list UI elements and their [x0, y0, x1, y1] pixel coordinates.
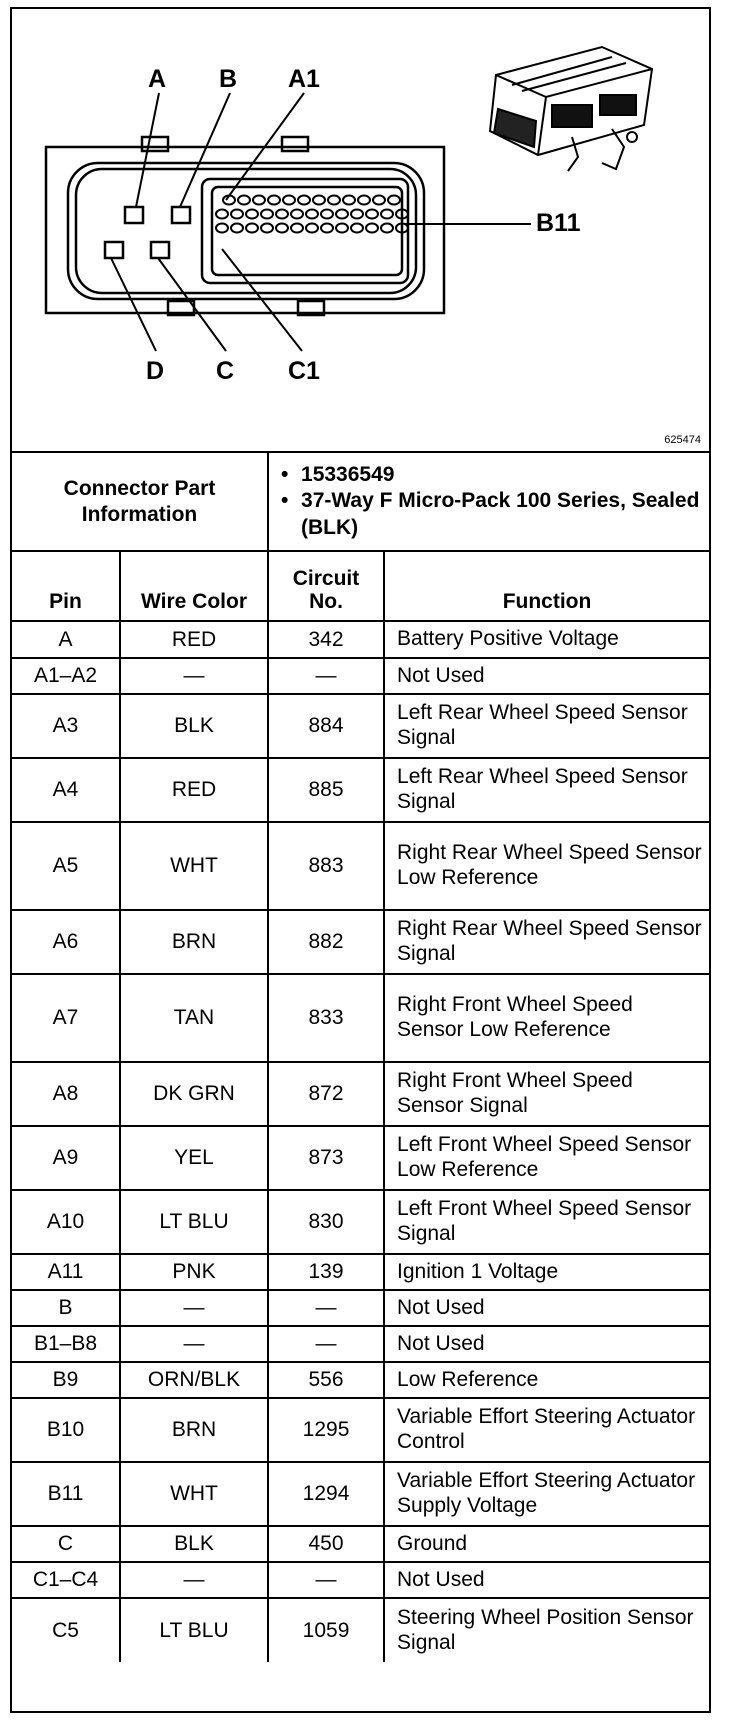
- cell-function: Left Rear Wheel Speed Sensor Signal: [384, 758, 709, 822]
- cell-wire-color: —: [120, 1326, 268, 1362]
- cell-pin: A10: [12, 1190, 120, 1254]
- cell-circuit-no: 883: [268, 822, 384, 910]
- cell-circuit-no: 1295: [268, 1398, 384, 1462]
- pin-cavity: [306, 210, 318, 219]
- table-row: [12, 1126, 709, 1190]
- cell-function: Left Front Wheel Speed Sensor Signal: [384, 1190, 709, 1254]
- table-row: [12, 910, 709, 974]
- cell-function: Not Used: [384, 1326, 709, 1362]
- pin-cavity: [321, 210, 333, 219]
- cell-pin: B11: [12, 1462, 120, 1526]
- table-row: [12, 1254, 709, 1290]
- cell-pin: A9: [12, 1126, 120, 1190]
- cell-function: Not Used: [384, 1290, 709, 1326]
- pinout-table: [12, 453, 709, 1662]
- cell-circuit-no: 450: [268, 1526, 384, 1562]
- table-row: [12, 1290, 709, 1326]
- pin-cavity: [231, 210, 243, 219]
- cell-wire-color: YEL: [120, 1126, 268, 1190]
- table-row: [12, 1190, 709, 1254]
- pin-cavity: [381, 210, 393, 219]
- pin-cavity: [238, 196, 250, 205]
- pin-cavity: [253, 196, 265, 205]
- cell-function: Not Used: [384, 1562, 709, 1598]
- pin-cavity: [291, 210, 303, 219]
- header-circuit-no: Circuit No.: [268, 551, 384, 621]
- header-function: Function: [384, 551, 709, 621]
- pin-cavity: [366, 224, 378, 233]
- cell-circuit-no: 830: [268, 1190, 384, 1254]
- pin-cavity: [358, 196, 370, 205]
- cell-circuit-no: 872: [268, 1062, 384, 1126]
- table-row: [12, 658, 709, 694]
- cell-function: Not Used: [384, 658, 709, 694]
- pin-cavity: [261, 210, 273, 219]
- cell-function: Variable Effort Steering Actuator Control: [384, 1398, 709, 1462]
- cell-function: Right Rear Wheel Speed Sensor Low Reference: [384, 822, 709, 910]
- cell-pin: B10: [12, 1398, 120, 1462]
- cell-circuit-no: 885: [268, 758, 384, 822]
- pin-cavity: [313, 196, 325, 205]
- pin-cavity: [336, 224, 348, 233]
- cell-pin: B: [12, 1290, 120, 1326]
- connector-info-item: • 15336549: [281, 463, 395, 487]
- cavity-b: [172, 207, 190, 223]
- cell-pin: C1–C4: [12, 1562, 120, 1598]
- pin-cavity: [216, 210, 228, 219]
- connector-info-list: [268, 453, 709, 551]
- cell-wire-color: —: [120, 658, 268, 694]
- cell-wire-color: —: [120, 1562, 268, 1598]
- callout-b: B: [219, 65, 238, 93]
- connector-sheet: [10, 7, 711, 1713]
- table-row: [12, 1462, 709, 1526]
- pin-cavity: [276, 210, 288, 219]
- connector-info-row: [12, 453, 709, 551]
- cell-circuit-no: —: [268, 1326, 384, 1362]
- cell-wire-color: BLK: [120, 694, 268, 758]
- cell-circuit-no: 1294: [268, 1462, 384, 1526]
- table-header-row: [12, 551, 709, 621]
- cavity-d: [105, 242, 123, 258]
- pin-cavity: [216, 224, 228, 233]
- cell-function: Right Rear Wheel Speed Sensor Signal: [384, 910, 709, 974]
- cell-circuit-no: 873: [268, 1126, 384, 1190]
- cell-pin: C5: [12, 1598, 120, 1662]
- cell-function: Right Front Wheel Speed Sensor Low Reference: [384, 974, 709, 1062]
- pin-cavity: [246, 210, 258, 219]
- cell-wire-color: —: [120, 1290, 268, 1326]
- connector-face-drawing: [12, 9, 709, 451]
- cell-pin: A3: [12, 694, 120, 758]
- cell-circuit-no: 833: [268, 974, 384, 1062]
- pin-cavity: [246, 224, 258, 233]
- cell-pin: B1–B8: [12, 1326, 120, 1362]
- cell-pin: C: [12, 1526, 120, 1562]
- table-row: [12, 1598, 709, 1662]
- cell-circuit-no: 556: [268, 1362, 384, 1398]
- cell-pin: A: [12, 621, 120, 658]
- pin-cavity: [381, 224, 393, 233]
- cell-function: Ignition 1 Voltage: [384, 1254, 709, 1290]
- cell-circuit-no: 1059: [268, 1598, 384, 1662]
- cell-function: Right Front Wheel Speed Sensor Signal: [384, 1062, 709, 1126]
- cell-wire-color: BRN: [120, 910, 268, 974]
- cell-pin: A6: [12, 910, 120, 974]
- pin-cavity: [306, 224, 318, 233]
- table-row: [12, 1398, 709, 1462]
- pin-cavity: [351, 224, 363, 233]
- cell-wire-color: LT BLU: [120, 1190, 268, 1254]
- cell-function: Variable Effort Steering Actuator Supply Voltage: [384, 1462, 709, 1526]
- pin-cavity: [283, 196, 295, 205]
- cell-pin: B9: [12, 1362, 120, 1398]
- callout-c: C: [216, 357, 235, 385]
- connector-body-outline: [46, 147, 444, 313]
- pin-cavity: [366, 210, 378, 219]
- pin-cavity: [351, 210, 363, 219]
- callout-c1: C1: [288, 357, 320, 385]
- cell-pin: A1–A2: [12, 658, 120, 694]
- callout-a: A: [148, 65, 167, 93]
- cell-wire-color: DK GRN: [120, 1062, 268, 1126]
- pin-cavity: [261, 224, 273, 233]
- cell-pin: A8: [12, 1062, 120, 1126]
- cell-function: Battery Positive Voltage: [384, 621, 709, 658]
- cell-circuit-no: —: [268, 1562, 384, 1598]
- cell-function: Left Rear Wheel Speed Sensor Signal: [384, 694, 709, 758]
- table-row: [12, 822, 709, 910]
- cell-circuit-no: —: [268, 658, 384, 694]
- table-row: [12, 758, 709, 822]
- pin-cavity: [231, 224, 243, 233]
- header-pin: Pin: [12, 551, 120, 621]
- pin-cavity: [276, 224, 288, 233]
- cell-function: Left Front Wheel Speed Sensor Low Reference: [384, 1126, 709, 1190]
- cell-wire-color: BLK: [120, 1526, 268, 1562]
- cell-wire-color: WHT: [120, 822, 268, 910]
- pin-cavity: [336, 210, 348, 219]
- pin-cavity: [328, 196, 340, 205]
- cell-wire-color: BRN: [120, 1398, 268, 1462]
- cell-pin: A11: [12, 1254, 120, 1290]
- callout-a1: A1: [288, 65, 320, 93]
- cavity-a: [125, 207, 143, 223]
- connector-diagram: [12, 9, 709, 453]
- pin-cavity: [373, 196, 385, 205]
- connector-info-label: Connector Part Information: [12, 453, 268, 551]
- table-row: [12, 1062, 709, 1126]
- pin-cavity: [291, 224, 303, 233]
- pin-cavity: [268, 196, 280, 205]
- cell-function: Steering Wheel Position Sensor Signal: [384, 1598, 709, 1662]
- cell-pin: A5: [12, 822, 120, 910]
- cavity-c: [151, 242, 169, 258]
- cell-circuit-no: 884: [268, 694, 384, 758]
- table-row: [12, 1526, 709, 1562]
- pin-cavity: [298, 196, 310, 205]
- cell-wire-color: RED: [120, 621, 268, 658]
- cell-pin: A7: [12, 974, 120, 1062]
- cell-pin: A4: [12, 758, 120, 822]
- cell-circuit-no: 882: [268, 910, 384, 974]
- table-row: [12, 974, 709, 1062]
- pin-cavity: [343, 196, 355, 205]
- table-row: [12, 694, 709, 758]
- pin-cavity: [321, 224, 333, 233]
- cell-function: Ground: [384, 1526, 709, 1562]
- cell-wire-color: TAN: [120, 974, 268, 1062]
- callout-b11: B11: [536, 209, 581, 237]
- cell-circuit-no: 139: [268, 1254, 384, 1290]
- cell-wire-color: RED: [120, 758, 268, 822]
- cell-circuit-no: —: [268, 1290, 384, 1326]
- cell-wire-color: LT BLU: [120, 1598, 268, 1662]
- cell-wire-color: ORN/BLK: [120, 1362, 268, 1398]
- table-row: [12, 621, 709, 658]
- callout-d: D: [146, 357, 165, 385]
- table-row: [12, 1562, 709, 1598]
- connector-info-item: • 37-Way F Micro-Pack 100 Series, Sealed (BLK): [281, 489, 700, 539]
- cell-wire-color: PNK: [120, 1254, 268, 1290]
- cell-function: Low Reference: [384, 1362, 709, 1398]
- connector-perspective-illustration: [490, 47, 652, 171]
- table-row: [12, 1326, 709, 1362]
- pin-cavity: [388, 196, 400, 205]
- cell-wire-color: WHT: [120, 1462, 268, 1526]
- header-wire-color: Wire Color: [120, 551, 268, 621]
- figure-id: 625474: [664, 434, 701, 446]
- table-row: [12, 1362, 709, 1398]
- cell-circuit-no: 342: [268, 621, 384, 658]
